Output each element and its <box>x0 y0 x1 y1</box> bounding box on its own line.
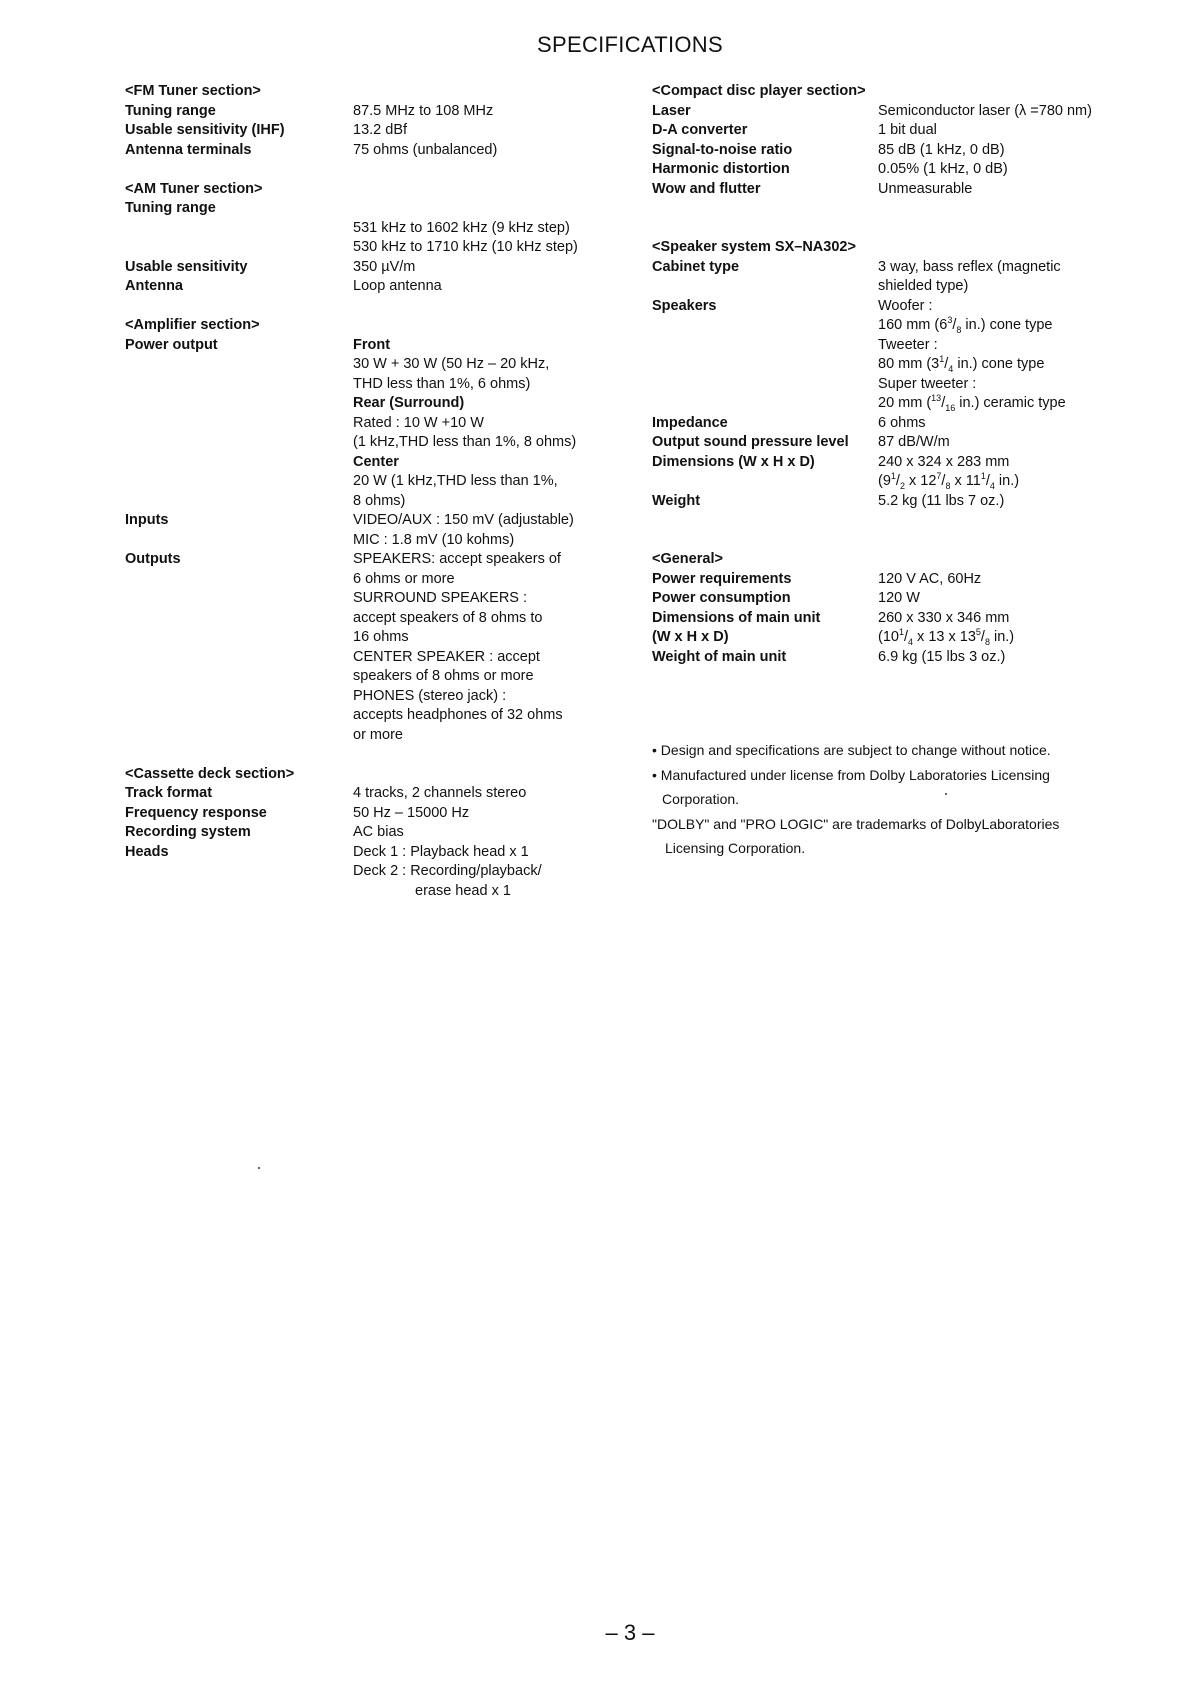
spec-value: 20 mm ($^{13}/_{16}$ in.) ceramic type <box>878 393 1066 413</box>
spec-label: Dimensions of main unit <box>652 609 821 626</box>
spec-label: Weight <box>652 492 701 509</box>
speck-mark <box>258 1167 260 1169</box>
spec-value: 85 dB (1 kHz, 0 dB) <box>878 141 1005 158</box>
spec-value: 75 ohms (unbalanced) <box>353 141 498 158</box>
spec-value: 4 tracks, 2 channels stereo <box>353 785 527 801</box>
spec-value: SPEAKERS: accept speakers of <box>353 551 561 567</box>
spec-value: Front <box>353 336 391 353</box>
spec-value: ($9^1/_2$ x $12^7/_8$ x $11^1/_4$ in.) <box>878 471 1020 491</box>
spec-value: 0.05% (1 kHz, 0 dB) <box>878 161 1008 177</box>
spec-value: 5.2 kg (11 lbs 7 oz.) <box>878 492 1005 509</box>
spec-value: 240 x 324 x 283 mm <box>878 453 1010 470</box>
spec-label: Usable sensitivity <box>125 258 248 275</box>
spec-value: VIDEO/AUX : 150 mV (adjustable) <box>353 512 574 528</box>
note-trademark-cont: Licensing Corporation. <box>665 840 806 856</box>
spec-value: Center <box>353 453 399 470</box>
spec-row <box>652 121 1192 141</box>
spec-label: Inputs <box>125 512 169 528</box>
spec-label: Output sound pressure level <box>652 434 849 450</box>
spec-label: D-A converter <box>652 122 748 138</box>
spec-value: 3 way, bass reflex (magnetic <box>878 258 1061 275</box>
spec-value: Unmeasurable <box>878 180 973 197</box>
am-section-header: <AM Tuner section> <box>125 180 263 197</box>
spec-row <box>125 219 625 239</box>
right-column <box>652 82 1192 667</box>
spec-row <box>125 258 625 278</box>
spec-value: Deck 1 : Playback head x 1 <box>353 843 529 860</box>
spec-value: Super tweeter : <box>878 375 977 392</box>
note-trademark: "DOLBY" and "PRO LOGIC" are trademarks of DolbyLaboratories <box>652 815 1060 832</box>
spec-value: 50 Hz – 15000 Hz <box>353 804 470 821</box>
spec-value: 120 V AC, 60Hz <box>878 570 982 587</box>
spec-row <box>125 141 625 161</box>
spec-label: Outputs <box>125 551 181 567</box>
spec-value: 80 mm ($3^1/_4$ in.) cone type <box>878 354 1045 374</box>
spec-label: Antenna terminals <box>125 141 252 158</box>
note-license: • Manufactured under license from Dolby Laboratories Licensing <box>652 766 1050 783</box>
spec-value: 260 x 330 x 346 mm <box>878 609 1010 626</box>
spec-row <box>125 843 625 863</box>
left-column <box>125 82 625 901</box>
spec-row <box>652 609 1192 629</box>
spec-label: Harmonic distortion <box>652 161 790 177</box>
spec-value: Tweeter : <box>878 336 938 353</box>
spec-label: (W x H x D) <box>652 629 729 645</box>
spec-value: 6 ohms <box>878 414 926 431</box>
spec-row <box>652 433 1192 453</box>
spec-value: AC bias <box>353 824 404 840</box>
spec-row <box>652 414 1192 434</box>
page-title: SPECIFICATIONS <box>537 32 723 57</box>
spec-value: shielded type) <box>878 278 969 294</box>
spec-value: 6 ohms or more <box>353 570 455 587</box>
spec-row <box>125 511 625 531</box>
spec-value: PHONES (stereo jack) : <box>353 687 507 704</box>
spec-label: Power consumption <box>652 590 791 606</box>
spec-value: 530 kHz to 1710 kHz (10 kHz step) <box>353 239 578 255</box>
spec-row <box>125 238 625 258</box>
page-number: – 3 – <box>605 1620 655 1645</box>
spec-label: Recording system <box>125 824 251 840</box>
speaker-section-header: <Speaker system SX–NA302> <box>652 239 856 255</box>
spec-row <box>652 492 1192 512</box>
spec-value: THD less than 1%, 6 ohms) <box>353 375 531 392</box>
spec-row <box>125 550 625 570</box>
spec-row <box>652 258 1192 278</box>
spec-row <box>652 297 1192 317</box>
spec-value: accept speakers of 8 ohms to <box>353 609 543 626</box>
spec-value: 16 ohms <box>353 629 409 645</box>
notes <box>652 738 1172 861</box>
spec-value: SURROUND SPEAKERS : <box>353 590 528 606</box>
spec-row <box>652 160 1192 180</box>
cassette-section-header: <Cassette deck section> <box>125 765 295 782</box>
spec-row <box>652 589 1192 609</box>
spec-value: Deck 2 : Recording/playback/ <box>353 863 542 879</box>
spec-value <box>353 199 625 219</box>
spec-value: 160 mm ($6^3/_8$ in.) cone type <box>878 315 1053 335</box>
spec-value: ($10^1/_4$ x 13 x $13^5/_8$ in.) <box>878 627 1015 647</box>
spec-row <box>125 102 625 122</box>
spec-row <box>652 453 1192 473</box>
spec-value: accepts headphones of 32 ohms <box>353 707 563 723</box>
spec-label: Frequency response <box>125 804 267 821</box>
spec-value: erase head x 1 <box>415 882 511 899</box>
spec-row <box>125 804 625 824</box>
spec-row <box>125 784 625 804</box>
spec-label: Cabinet type <box>652 258 740 275</box>
spec-value: speakers of 8 ohms or more <box>353 668 534 684</box>
spec-label: Wow and flutter <box>652 180 761 197</box>
spec-label <box>125 238 353 258</box>
spec-label <box>125 219 353 239</box>
spec-row <box>652 180 1192 200</box>
spec-value: MIC : 1.8 mV (10 kohms) <box>353 531 515 548</box>
spec-label: Usable sensitivity (IHF) <box>125 122 285 138</box>
spec-value: 1 bit dual <box>878 122 937 138</box>
spec-row <box>125 336 625 356</box>
spec-value: 20 W (1 kHz,THD less than 1%, <box>353 473 558 489</box>
spec-row <box>125 121 625 141</box>
spec-label: Weight of main unit <box>652 648 787 665</box>
spec-value: Semiconductor laser (λ =780 nm) <box>878 102 1092 119</box>
spec-value: 531 kHz to 1602 kHz (9 kHz step) <box>353 219 570 236</box>
spec-label: Power output <box>125 336 218 353</box>
amp-section-header: <Amplifier section> <box>125 317 260 333</box>
spec-label: Tuning range <box>125 102 216 119</box>
note-design: • Design and specifications are subject to change without notice. <box>652 742 1051 758</box>
spec-value: 8 ohms) <box>353 492 406 509</box>
spec-row <box>125 277 625 297</box>
spec-value: Loop antenna <box>353 278 442 294</box>
spec-row <box>652 102 1192 122</box>
spec-label: Antenna <box>125 278 183 294</box>
spec-value: or more <box>353 726 403 743</box>
spec-value: Rated : 10 W +10 W <box>353 414 484 431</box>
fm-section-header: <FM Tuner section> <box>125 83 261 99</box>
spec-label: Power requirements <box>652 570 792 587</box>
spec-value: (1 kHz,THD less than 1%, 8 ohms) <box>353 434 577 450</box>
spec-label: Heads <box>125 843 169 860</box>
spec-value: 350 µV/m <box>353 258 416 275</box>
cd-section-header: <Compact disc player section> <box>652 83 866 99</box>
spec-value: 87 dB/W/m <box>878 434 950 450</box>
spec-label: Laser <box>652 102 691 119</box>
spec-label: Tuning range <box>125 200 216 216</box>
note-license-cont: Corporation. <box>662 791 740 807</box>
general-section-header: <General> <box>652 551 723 567</box>
spec-row <box>652 648 1192 668</box>
spec-value: Woofer : <box>878 297 933 314</box>
speck-mark <box>945 793 947 795</box>
spec-value: 120 W <box>878 590 920 606</box>
spec-label: Dimensions (W x H x D) <box>652 453 815 470</box>
spec-value: 30 W + 30 W (50 Hz – 20 kHz, <box>353 356 550 372</box>
spec-row <box>652 628 1192 648</box>
spec-value: 87.5 MHz to 108 MHz <box>353 102 494 119</box>
spec-row <box>125 823 625 843</box>
spec-row <box>652 570 1192 590</box>
spec-value: Rear (Surround) <box>353 395 465 411</box>
spec-value: 13.2 dBf <box>353 122 408 138</box>
spec-label: Speakers <box>652 297 717 314</box>
spec-row <box>652 141 1192 161</box>
spec-label: Impedance <box>652 414 728 431</box>
spec-label: Signal-to-noise ratio <box>652 141 793 158</box>
spec-value: 6.9 kg (15 lbs 3 oz.) <box>878 648 1006 665</box>
spec-row <box>125 199 625 219</box>
spec-value: CENTER SPEAKER : accept <box>353 648 540 665</box>
spec-label: Track format <box>125 785 213 801</box>
